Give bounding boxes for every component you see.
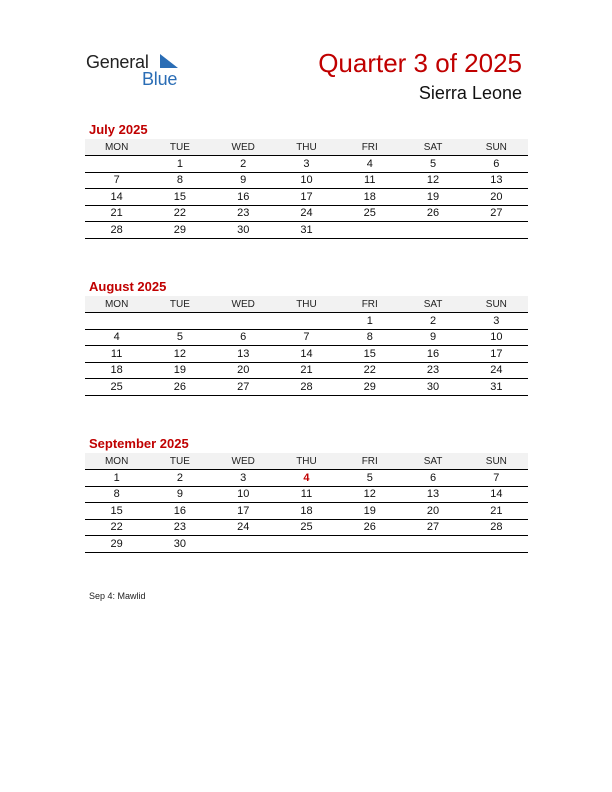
day-cell: 16: [212, 189, 275, 206]
weekday-header: WED: [212, 296, 275, 313]
day-cell: 13: [212, 346, 275, 363]
day-cell: 11: [275, 486, 338, 503]
day-cell: 15: [338, 346, 401, 363]
weekday-header: TUE: [148, 139, 211, 156]
day-cell: 15: [85, 503, 148, 520]
month-calendar-august: [85, 278, 528, 396]
day-cell: 26: [338, 519, 401, 536]
day-cell: [85, 313, 148, 330]
weekday-header: FRI: [338, 296, 401, 313]
day-cell: 26: [148, 379, 211, 396]
day-cell: 1: [338, 313, 401, 330]
weekday-header: SUN: [465, 453, 528, 470]
week-row: [85, 329, 528, 346]
day-cell: 3: [275, 156, 338, 173]
weekday-header: THU: [275, 139, 338, 156]
day-cell: 19: [338, 503, 401, 520]
weekday-header-row: [85, 296, 528, 313]
day-cell: 11: [338, 172, 401, 189]
week-row: [85, 536, 528, 553]
day-cell: 16: [401, 346, 464, 363]
day-cell: 24: [212, 519, 275, 536]
day-cell: [85, 156, 148, 173]
day-cell: 26: [401, 205, 464, 222]
day-cell: [465, 222, 528, 239]
day-cell: 27: [212, 379, 275, 396]
weekday-header: SAT: [401, 139, 464, 156]
day-cell: 24: [465, 362, 528, 379]
day-cell: 5: [148, 329, 211, 346]
month-calendar-july: [85, 121, 528, 239]
week-row: [85, 172, 528, 189]
day-cell: 10: [465, 329, 528, 346]
day-cell: [401, 536, 464, 553]
day-cell: 15: [148, 189, 211, 206]
day-cell: [275, 313, 338, 330]
day-cell: [465, 536, 528, 553]
day-cell: 2: [212, 156, 275, 173]
weekday-header: TUE: [148, 296, 211, 313]
day-cell: [401, 222, 464, 239]
day-cell: 31: [465, 379, 528, 396]
day-cell: 22: [338, 362, 401, 379]
day-cell: 18: [338, 189, 401, 206]
month-title: September 2025: [89, 436, 189, 451]
day-cell: 1: [148, 156, 211, 173]
month-title: August 2025: [89, 279, 167, 294]
weekday-header: SUN: [465, 139, 528, 156]
day-cell: 8: [338, 329, 401, 346]
day-cell: 9: [401, 329, 464, 346]
day-cell: 3: [212, 470, 275, 487]
day-cell: 7: [85, 172, 148, 189]
day-cell: 29: [338, 379, 401, 396]
day-cell: [338, 222, 401, 239]
day-cell: 27: [465, 205, 528, 222]
day-cell: 7: [275, 329, 338, 346]
day-cell: 7: [465, 470, 528, 487]
day-cell: 24: [275, 205, 338, 222]
day-cell: 1: [85, 470, 148, 487]
weekday-header: MON: [85, 453, 148, 470]
weekday-header: MON: [85, 139, 148, 156]
week-row: [85, 222, 528, 239]
day-cell: 8: [148, 172, 211, 189]
month-table: [85, 139, 528, 239]
day-cell: [212, 313, 275, 330]
week-row: [85, 346, 528, 363]
week-row: [85, 156, 528, 173]
day-cell: 21: [465, 503, 528, 520]
day-cell: 10: [212, 486, 275, 503]
day-cell: 18: [85, 362, 148, 379]
week-row: [85, 503, 528, 520]
week-row: [85, 486, 528, 503]
day-cell: 4: [85, 329, 148, 346]
day-cell: 10: [275, 172, 338, 189]
day-cell: 29: [85, 536, 148, 553]
day-cell: 23: [148, 519, 211, 536]
month-table: [85, 453, 528, 553]
day-cell: 19: [148, 362, 211, 379]
weekday-header: FRI: [338, 139, 401, 156]
week-row: [85, 362, 528, 379]
day-cell: 20: [401, 503, 464, 520]
day-cell: 28: [85, 222, 148, 239]
week-row: [85, 519, 528, 536]
day-cell: 20: [465, 189, 528, 206]
day-cell: 11: [85, 346, 148, 363]
day-cell: 25: [85, 379, 148, 396]
day-cell: 16: [148, 503, 211, 520]
day-cell: 6: [401, 470, 464, 487]
day-cell: 20: [212, 362, 275, 379]
weekday-header: TUE: [148, 453, 211, 470]
page-title: Quarter 3 of 2025: [318, 48, 522, 78]
day-cell: [148, 313, 211, 330]
day-cell: 4: [338, 156, 401, 173]
holiday-notes: Sep 4: Mawlid: [89, 591, 146, 601]
day-cell: 28: [275, 379, 338, 396]
day-cell: 22: [148, 205, 211, 222]
week-row: [85, 379, 528, 396]
day-cell: 27: [401, 519, 464, 536]
day-cell: [338, 536, 401, 553]
day-cell: 28: [465, 519, 528, 536]
day-cell: 2: [148, 470, 211, 487]
day-cell: 3: [465, 313, 528, 330]
weekday-header-row: [85, 453, 528, 470]
weekday-header: WED: [212, 139, 275, 156]
day-cell: 25: [275, 519, 338, 536]
day-cell: 17: [465, 346, 528, 363]
day-cell: 6: [212, 329, 275, 346]
day-cell: 8: [85, 486, 148, 503]
day-cell: 4: [275, 470, 338, 487]
day-cell: 17: [212, 503, 275, 520]
brand-logo: [86, 50, 186, 90]
month-calendar-september: [85, 435, 528, 553]
day-cell: 14: [465, 486, 528, 503]
day-cell: 2: [401, 313, 464, 330]
weekday-header-row: [85, 139, 528, 156]
day-cell: 6: [465, 156, 528, 173]
day-cell: 18: [275, 503, 338, 520]
day-cell: 13: [401, 486, 464, 503]
day-cell: 21: [275, 362, 338, 379]
week-row: [85, 205, 528, 222]
day-cell: 23: [401, 362, 464, 379]
brand-name-general: General: [86, 52, 149, 72]
day-cell: 31: [275, 222, 338, 239]
day-cell: 30: [148, 536, 211, 553]
day-cell: 17: [275, 189, 338, 206]
weekday-header: SAT: [401, 453, 464, 470]
weekday-header: FRI: [338, 453, 401, 470]
day-cell: 23: [212, 205, 275, 222]
day-cell: 29: [148, 222, 211, 239]
day-cell: 19: [401, 189, 464, 206]
weekday-header: WED: [212, 453, 275, 470]
weekday-header: THU: [275, 453, 338, 470]
day-cell: 9: [148, 486, 211, 503]
day-cell: 9: [212, 172, 275, 189]
day-cell: 14: [275, 346, 338, 363]
day-cell: 12: [148, 346, 211, 363]
day-cell: [275, 536, 338, 553]
weekday-header: SUN: [465, 296, 528, 313]
day-cell: [212, 536, 275, 553]
week-row: [85, 470, 528, 487]
day-cell: 5: [401, 156, 464, 173]
day-cell: 5: [338, 470, 401, 487]
brand-flag-icon: [160, 54, 178, 68]
brand-name-blue: Blue: [142, 69, 178, 89]
month-title: July 2025: [89, 122, 148, 137]
country-name: Sierra Leone: [418, 83, 522, 103]
month-table: [85, 296, 528, 396]
week-row: [85, 189, 528, 206]
weekday-header: THU: [275, 296, 338, 313]
day-cell: 12: [338, 486, 401, 503]
day-cell: 30: [401, 379, 464, 396]
day-cell: 12: [401, 172, 464, 189]
week-row: [85, 313, 528, 330]
day-cell: 22: [85, 519, 148, 536]
weekday-header: SAT: [401, 296, 464, 313]
day-cell: 14: [85, 189, 148, 206]
weekday-header: MON: [85, 296, 148, 313]
day-cell: 21: [85, 205, 148, 222]
day-cell: 30: [212, 222, 275, 239]
day-cell: 25: [338, 205, 401, 222]
day-cell: 13: [465, 172, 528, 189]
